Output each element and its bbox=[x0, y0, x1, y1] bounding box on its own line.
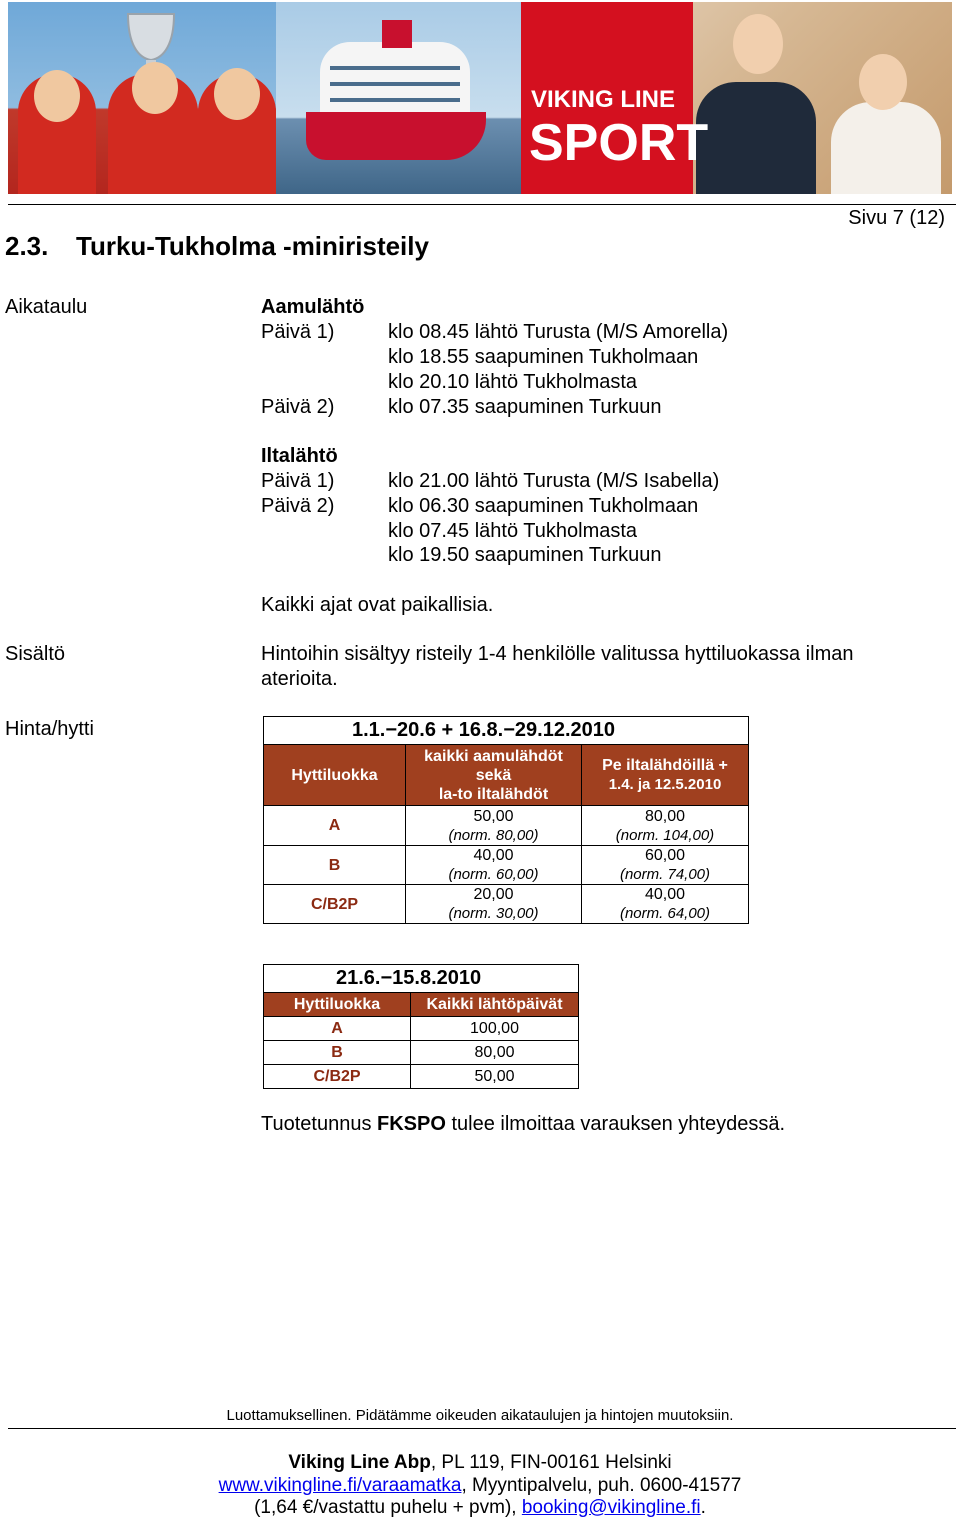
kid-head bbox=[132, 62, 178, 114]
price-cell: 80,00 (norm. 104,00) bbox=[582, 806, 749, 846]
ship-photo bbox=[276, 2, 521, 194]
cabin-class: C/B2P bbox=[264, 885, 406, 924]
table-row bbox=[264, 1065, 579, 1089]
cabin-class: A bbox=[264, 1017, 411, 1041]
column-header-all-days: Kaikki lähtöpäivät bbox=[411, 993, 579, 1017]
table-row bbox=[264, 885, 749, 924]
price-cell: 60,00 (norm. 74,00) bbox=[582, 846, 749, 885]
email-link[interactable]: booking@vikingline.fi bbox=[521, 1497, 701, 1518]
price-cell: 80,00 bbox=[411, 1041, 579, 1065]
price-cell: 100,00 bbox=[411, 1017, 579, 1041]
table-row bbox=[264, 846, 749, 885]
evening-row: klo 19.50 saapuminen Turkuun bbox=[388, 544, 662, 566]
cabin-class: A bbox=[264, 806, 406, 846]
price-cell: 50,00 bbox=[411, 1065, 579, 1089]
viking-line-sport-logo bbox=[521, 2, 709, 194]
page-number: Sivu 7 (12) bbox=[848, 207, 945, 229]
footer-rule bbox=[8, 1428, 956, 1429]
section-title: Turku-Tukholma -miniristeily bbox=[76, 231, 429, 261]
header-banner bbox=[8, 2, 952, 194]
column-header-class: Hyttiluokka bbox=[264, 745, 406, 806]
ship-hull bbox=[306, 112, 486, 160]
price-table-period: 21.6.−15.8.2010 bbox=[264, 965, 579, 993]
ship-funnel bbox=[382, 20, 412, 48]
evening-title: Iltalähtö bbox=[261, 445, 338, 467]
cabin-class: B bbox=[264, 846, 406, 885]
table-row bbox=[264, 806, 749, 846]
section-heading bbox=[5, 231, 429, 262]
footer-email-line: (1,64 €/vastattu puhelu + pvm), booking@vikingline.fi. bbox=[254, 1497, 706, 1518]
morning-row: klo 20.10 lähtö Tukholmasta bbox=[388, 371, 638, 393]
contents-label: Sisältö bbox=[5, 643, 66, 665]
cabin-class: C/B2P bbox=[264, 1065, 411, 1089]
kid-head bbox=[34, 70, 80, 122]
contents-text-line2: aterioita. bbox=[261, 668, 338, 690]
price-label: Hinta/hytti bbox=[5, 718, 94, 740]
column-header-morning: kaikki aamulähdöt sekä la-to iltalähdöt bbox=[406, 745, 582, 806]
kids-trophy-photo bbox=[8, 2, 276, 194]
price-cell: 20,00 (norm. 30,00) bbox=[406, 885, 582, 924]
ship-body bbox=[320, 42, 470, 114]
morning-row: klo 18.55 saapuminen Tukholmaan bbox=[388, 346, 699, 368]
logo-brand-line: VIKING LINE bbox=[531, 86, 676, 113]
evening-day1: Päivä 1) bbox=[261, 470, 335, 492]
price-cell: 50,00 (norm. 80,00) bbox=[406, 806, 582, 846]
column-header-class: Hyttiluokka bbox=[264, 993, 411, 1017]
footer-contact-line: www.vikingline.fi/varaamatka, Myyntipalvelu, puh. 0600-41577 bbox=[218, 1475, 742, 1496]
price-table-summer bbox=[263, 964, 579, 1089]
evening-row: klo 21.00 lähtö Turusta (M/S Isabella) bbox=[388, 470, 720, 492]
website-link[interactable]: www.vikingline.fi/varaamatka bbox=[218, 1475, 462, 1496]
footer-company-line: Viking Line Abp, PL 119, FIN-00161 Helsinki bbox=[288, 1452, 672, 1473]
contents-text-line1: Hintoihin sisältyy risteily 1-4 henkilölle valitussa hyttiluokassa ilman bbox=[261, 643, 854, 665]
morning-row: klo 08.45 lähtö Turusta (M/S Amorella) bbox=[388, 321, 729, 343]
morning-day1: Päivä 1) bbox=[261, 321, 335, 343]
price-table-season1 bbox=[263, 716, 749, 924]
column-header-friday: Pe iltalähdöillä + 1.4. ja 12.5.2010 bbox=[582, 745, 749, 806]
footer-disclaimer: Luottamuksellinen. Pidätämme oikeuden aikataulujen ja hintojen muutoksiin. bbox=[226, 1407, 734, 1424]
evening-day2: Päivä 2) bbox=[261, 495, 335, 517]
header-rule bbox=[8, 204, 956, 205]
price-cell: 40,00 (norm. 64,00) bbox=[582, 885, 749, 924]
morning-row: klo 07.35 saapuminen Turkuun bbox=[388, 396, 662, 418]
schedule-label: Aikataulu bbox=[5, 296, 88, 318]
evening-row: klo 07.45 lähtö Tukholmasta bbox=[388, 520, 638, 542]
morning-day2: Päivä 2) bbox=[261, 396, 335, 418]
evening-row: klo 06.30 saapuminen Tukholmaan bbox=[388, 495, 699, 517]
price-table-period: 1.1.−20.6 + 16.8.−29.12.2010 bbox=[264, 717, 749, 745]
table-row bbox=[264, 1041, 579, 1065]
morning-title: Aamulähtö bbox=[261, 296, 365, 318]
product-code-note: Tuotetunnus FKSPO tulee ilmoittaa varauksen yhteydessä. bbox=[261, 1113, 785, 1135]
section-number: 2.3. bbox=[5, 231, 49, 261]
price-cell: 40,00 (norm. 60,00) bbox=[406, 846, 582, 885]
schedule-note: Kaikki ajat ovat paikallisia. bbox=[261, 594, 494, 616]
product-code: FKSPO bbox=[377, 1113, 446, 1135]
table-row bbox=[264, 1017, 579, 1041]
logo-brand-word: SPORT bbox=[529, 114, 709, 172]
company-name: Viking Line Abp bbox=[288, 1452, 431, 1473]
kid-head bbox=[214, 68, 260, 120]
cabin-class: B bbox=[264, 1041, 411, 1065]
